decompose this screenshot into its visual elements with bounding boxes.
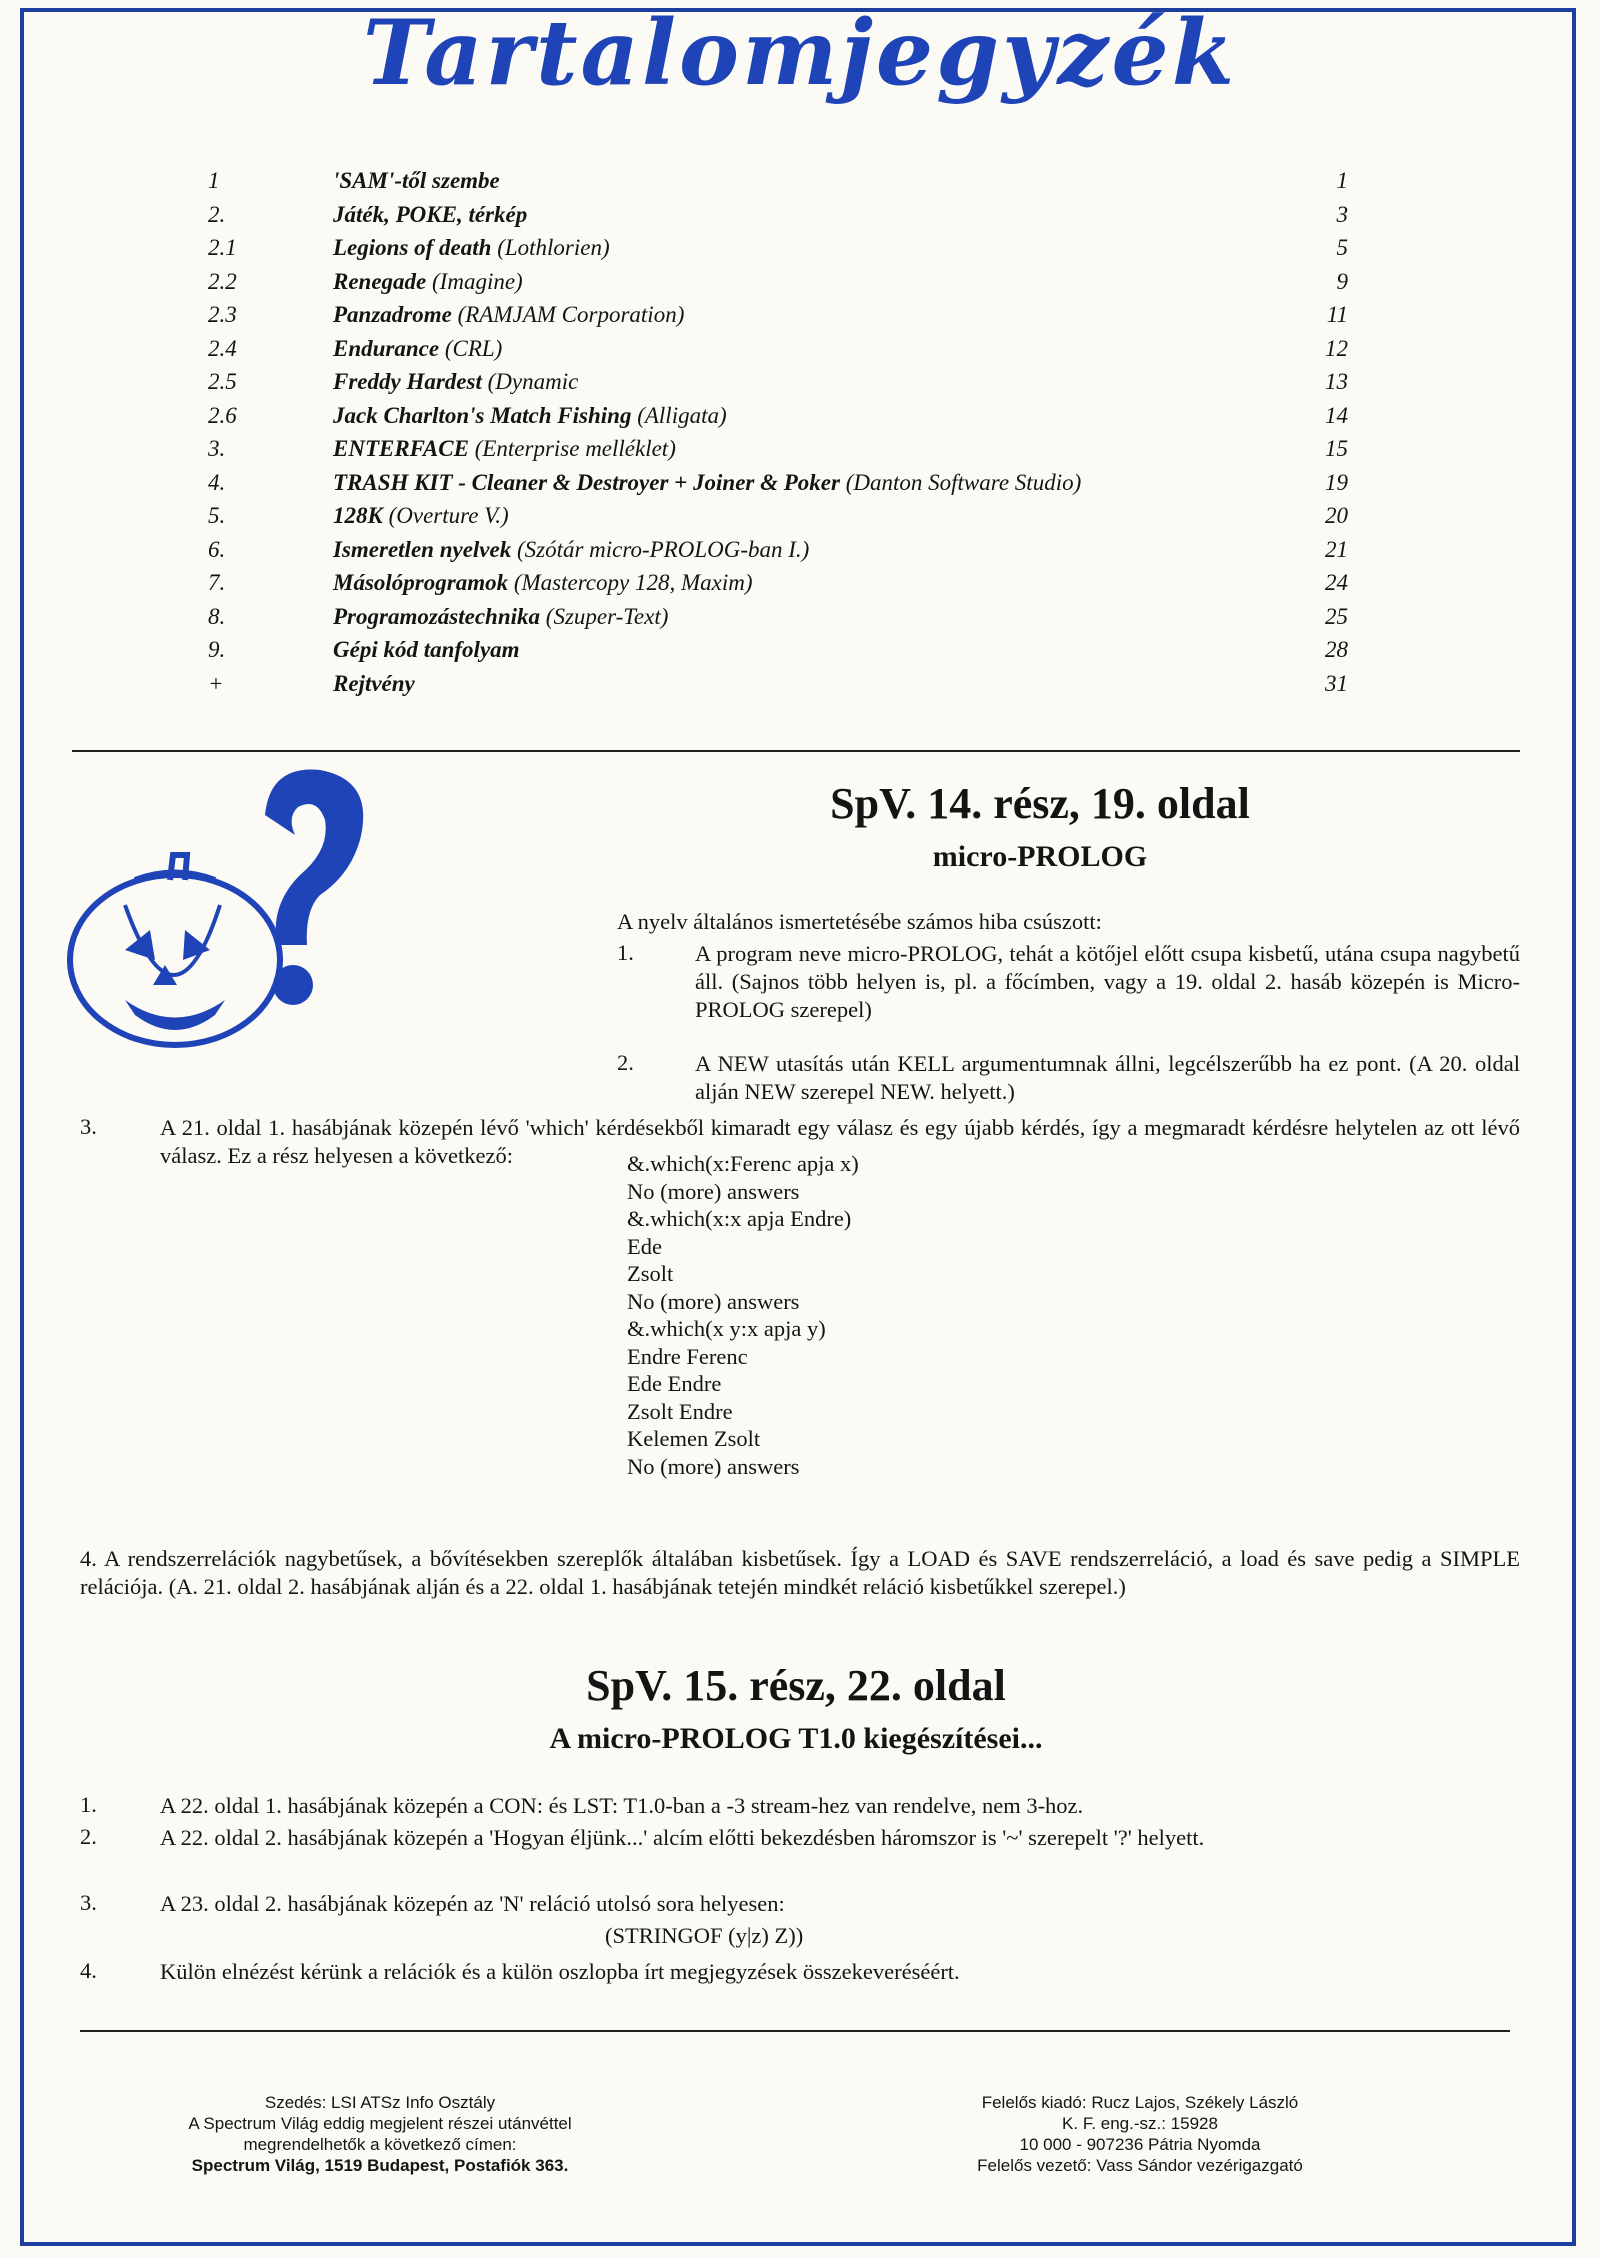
list-item-text: A program neve micro-PROLOG, tehát a kötőjel előtt csupa kisbetű, utána csupa nagybetű áll. (Sajnos több helyen is, pl. a főcímben, vagy a 19. oldal 2. hasáb közepén is Micro-PROLOG szerepel) xyxy=(695,941,1520,1022)
footer-line: A Spectrum Világ eddig megjelent részei utánvéttel xyxy=(188,2114,572,2133)
code-line: No (more) answers xyxy=(627,1453,800,1479)
toc-title: Programozástechnika (Szuper-Text) xyxy=(333,603,669,629)
section-heading: SpV. 14. rész, 19. oldal xyxy=(830,779,1250,828)
code-line: No (more) answers xyxy=(627,1178,800,1204)
code-line: &.which(x:Ferenc apja x) xyxy=(627,1151,859,1176)
section-heading: SpV. 15. rész, 22. oldal xyxy=(586,1661,1006,1710)
toc-number: 2.1 xyxy=(208,235,237,260)
code-line: &.which(x:x apja Endre) xyxy=(627,1206,852,1231)
divider-rule xyxy=(80,2030,1510,2032)
footer-line: Felelős vezető: Vass Sándor vezérigazgató xyxy=(977,2156,1303,2175)
toc-title: ENTERFACE (Enterprise melléklet) xyxy=(333,436,676,461)
toc-title: Legions of death (Lothlorien) xyxy=(333,235,610,260)
toc-title: Gépi kód tanfolyam xyxy=(333,637,520,662)
toc-page: 5 xyxy=(1336,235,1348,260)
toc-number: 5. xyxy=(208,503,226,528)
toc-page: 28 xyxy=(1325,637,1348,662)
toc-number: 2.3 xyxy=(208,302,237,327)
toc-title: Rejtvény xyxy=(333,670,415,696)
toc-title: Freddy Hardest (Dynamic xyxy=(333,369,579,394)
toc-number: 7. xyxy=(208,570,226,595)
list-number: 2. xyxy=(80,1824,97,1849)
toc-page: 31 xyxy=(1325,670,1348,696)
toc-page: 13 xyxy=(1325,369,1348,394)
toc-title: 'SAM'-től szembe xyxy=(333,168,500,193)
code-line: Kelemen Zsolt xyxy=(627,1426,761,1451)
toc-row xyxy=(208,537,1348,571)
toc-row xyxy=(208,436,1348,470)
toc-page: 20 xyxy=(1325,503,1348,528)
list-number: 4. xyxy=(80,1958,97,1983)
table-of-contents xyxy=(208,168,1348,704)
footer-line: megrendelhetők a következő címen: xyxy=(243,2135,517,2154)
toc-title: Panzadrome (RAMJAM Corporation) xyxy=(333,302,685,327)
list-item-text: 4. A rendszerrelációk nagybetűsek, a bővítésekben szereplők általában kisbetűsek. Így a LOAD és SAVE rendszerreláció, a load és save pedig a SIMPLE relációja. (A. 21. oldal 2. hasábjának alján és a 22. oldal 1. hasábjának tetején mindkét reláció kisbetűkkel szerepel.) xyxy=(80,1546,1520,1599)
list-item-text: A 22. oldal 2. hasábjának közepén a 'Hogyan éljünk...' alcím előtti bekezdésben háromszor is '~' szerepelt '?' helyett. xyxy=(160,1825,1205,1850)
toc-number: 3. xyxy=(208,436,226,461)
code-line: Zsolt Endre xyxy=(627,1398,733,1424)
toc-row xyxy=(208,269,1348,303)
toc-number: 9. xyxy=(208,637,226,662)
toc-number: 2. xyxy=(208,201,226,227)
toc-row xyxy=(208,671,1348,705)
list-number: 3. xyxy=(80,1890,97,1915)
toc-row xyxy=(208,570,1348,604)
toc-number: 2.5 xyxy=(208,369,237,394)
footer-line: Szedés: LSI ATSz Info Osztály xyxy=(264,2093,496,2112)
list-item-text: A 23. oldal 2. hasábjának közepén az 'N' reláció utolsó sora helyesen: xyxy=(160,1891,785,1916)
toc-number: 6. xyxy=(208,536,226,562)
code-line: &.which(x y:x apja y) xyxy=(627,1316,826,1341)
footer-left xyxy=(120,2092,640,2176)
code-listing xyxy=(627,1150,859,1480)
code-line: Ede Endre xyxy=(627,1371,722,1396)
pumpkin-question-icon xyxy=(55,745,375,1065)
footer-line: Spectrum Világ, 1519 Budapest, Postafiók 363. xyxy=(191,2156,569,2175)
toc-page: 11 xyxy=(1326,302,1348,327)
code-line: Endre Ferenc xyxy=(627,1343,748,1369)
toc-title: Ismeretlen nyelvek (Szótár micro-PROLOG-ban I.) xyxy=(333,536,810,562)
toc-page: 21 xyxy=(1325,536,1348,562)
toc-row xyxy=(208,235,1348,269)
toc-number: 2.4 xyxy=(208,335,237,361)
toc-row xyxy=(208,302,1348,336)
footer-line: Felelős kiadó: Rucz Lajos, Székely László xyxy=(981,2093,1299,2112)
toc-row xyxy=(208,369,1348,403)
list-number: 2. xyxy=(617,1050,634,1075)
list-item-text: A 21. oldal 1. hasábjának közepén lévő 'which' kérdésekből kimaradt egy válasz és egy újabb kérdés, így a megmaradt kérdésre helytelen az ott lévő válasz. Ez a rész helyesen a következő: xyxy=(160,1115,1520,1168)
toc-page: 1 xyxy=(1336,168,1348,193)
toc-row xyxy=(208,403,1348,437)
list-number: 1. xyxy=(80,1792,97,1817)
toc-page: 24 xyxy=(1325,570,1348,595)
toc-page: 15 xyxy=(1325,436,1348,461)
toc-page: 14 xyxy=(1325,402,1348,428)
list-number: 1. xyxy=(617,940,634,965)
footer-right xyxy=(880,2092,1400,2176)
toc-row xyxy=(208,637,1348,671)
toc-page: 9 xyxy=(1336,268,1348,294)
footer-line: K. F. eng.-sz.: 15928 xyxy=(1062,2114,1218,2133)
toc-title: Renegade (Imagine) xyxy=(333,268,523,294)
toc-title: TRASH KIT - Cleaner & Destroyer + Joiner & Poker (Danton Software Studio) xyxy=(333,469,1082,495)
toc-row xyxy=(208,503,1348,537)
toc-number: 8. xyxy=(208,603,226,629)
toc-number: + xyxy=(208,670,224,696)
toc-row xyxy=(208,336,1348,370)
formula-line: (STRINGOF (y|z) Z)) xyxy=(605,1923,804,1948)
toc-number: 4. xyxy=(208,469,226,495)
list-number: 3. xyxy=(80,1114,97,1139)
toc-row xyxy=(208,202,1348,236)
toc-title: 128K (Overture V.) xyxy=(333,503,509,528)
toc-number: 1 xyxy=(208,168,220,193)
toc-row xyxy=(208,168,1348,202)
toc-row xyxy=(208,470,1348,504)
list-item-text: A NEW utasítás után KELL argumentumnak állni, legcélszerűbb ha ez pont. (A 20. oldal alján NEW szerepel NEW. helyett.) xyxy=(695,1051,1520,1104)
list-item-text: Külön elnézést kérünk a relációk és a külön oszlopba írt megjegyzések összekeveréséért. xyxy=(160,1959,960,1984)
toc-title: Jack Charlton's Match Fishing (Alligata) xyxy=(333,402,727,428)
code-line: No (more) answers xyxy=(627,1288,800,1314)
section-subheading: micro-PROLOG xyxy=(932,840,1148,873)
toc-page: 12 xyxy=(1325,335,1348,361)
toc-title: Endurance (CRL) xyxy=(333,335,503,361)
toc-page: 3 xyxy=(1336,201,1348,227)
toc-row xyxy=(208,604,1348,638)
code-line: Zsolt xyxy=(627,1261,674,1286)
code-line: Ede xyxy=(627,1233,662,1259)
toc-page: 25 xyxy=(1325,603,1348,629)
toc-number: 2.2 xyxy=(208,268,237,294)
page-title: Tartalomjegyzék xyxy=(362,0,1238,106)
footer-line: 10 000 - 907236 Pátria Nyomda xyxy=(1019,2135,1261,2154)
list-item-text: A 22. oldal 1. hasábjának közepén a CON: és LST: T1.0-ban a -3 stream-hez van rendelve, nem 3-hoz. xyxy=(160,1793,1084,1818)
toc-title: Másolóprogramok (Mastercopy 128, Maxim) xyxy=(333,570,753,595)
section-subheading: A micro-PROLOG T1.0 kiegészítései... xyxy=(549,1722,1043,1755)
section-intro: A nyelv általános ismertetésébe számos hiba csúszott: xyxy=(617,909,1102,934)
toc-title: Játék, POKE, térkép xyxy=(333,201,528,227)
toc-number: 2.6 xyxy=(208,402,237,428)
toc-page: 19 xyxy=(1325,469,1348,495)
